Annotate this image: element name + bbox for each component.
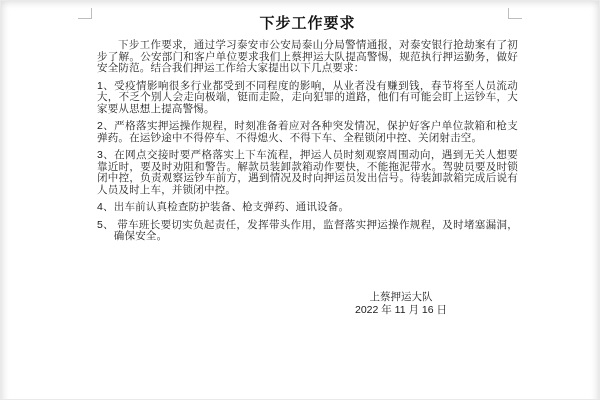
list-item-2: 2、严格落实押运操作规程，时刻准备着应对各种突发情况，保护好客户单位款箱和枪支弹药。在运钞途中不得停车、不得熄火、不得下车、全程锁闭中控、关闭射击空。 (97, 120, 518, 144)
list-item-1: 1、受疫情影响很多行业都受到不同程度的影响，从业者没有赚到钱，春节将至人员流动大，不乏个别人会走向极端，铤而走险，走向犯罪的道路，他们有可能会盯上运钞车，大家要从思想上提高警惕。 (97, 79, 518, 115)
document-title: 下步工作要求 (259, 15, 356, 32)
document-body (97, 12, 518, 317)
signature-date: 2022 年 11 月 16 日 (354, 303, 448, 316)
list-item-5: 5、 带车班长要切实负起责任，发挥带头作用，监督落实押运操作规程，及时堵塞漏洞，确保安全。 (97, 218, 518, 242)
list-item-4: 4、出车前认真检查防护装备、枪支弹药、通讯设备。 (97, 201, 350, 213)
list-item-3: 3、在网点交接时要严格落实上下车流程，押运人员时刻观察周围动向，遇到无关人想要靠近时，要及时劝阻和警告。解款员装卸款箱动作要快，不能拖泥带水。驾驶员要及时锁闭中控，负责观察运钞车前方，遇到情况及时向押运员发出信号。待装卸款箱完成后说有人员及时上车，并锁闭中控。 (97, 149, 518, 196)
signature-block (326, 291, 476, 317)
signature-org: 上蔡押运大队 (369, 290, 433, 303)
intro-paragraph: 下步工作要求，通过学习泰安市公安局泰山分局警情通报，对泰安银行抢劫案有了初步了解。公安部门和客户单位要求我们上蔡押运大队提高警惕，规范执行押运勤务，做好安全防范。结合我们押运工作给大家提出以下几点要求： (97, 39, 518, 74)
page-margin-mark-left-icon (78, 8, 92, 19)
